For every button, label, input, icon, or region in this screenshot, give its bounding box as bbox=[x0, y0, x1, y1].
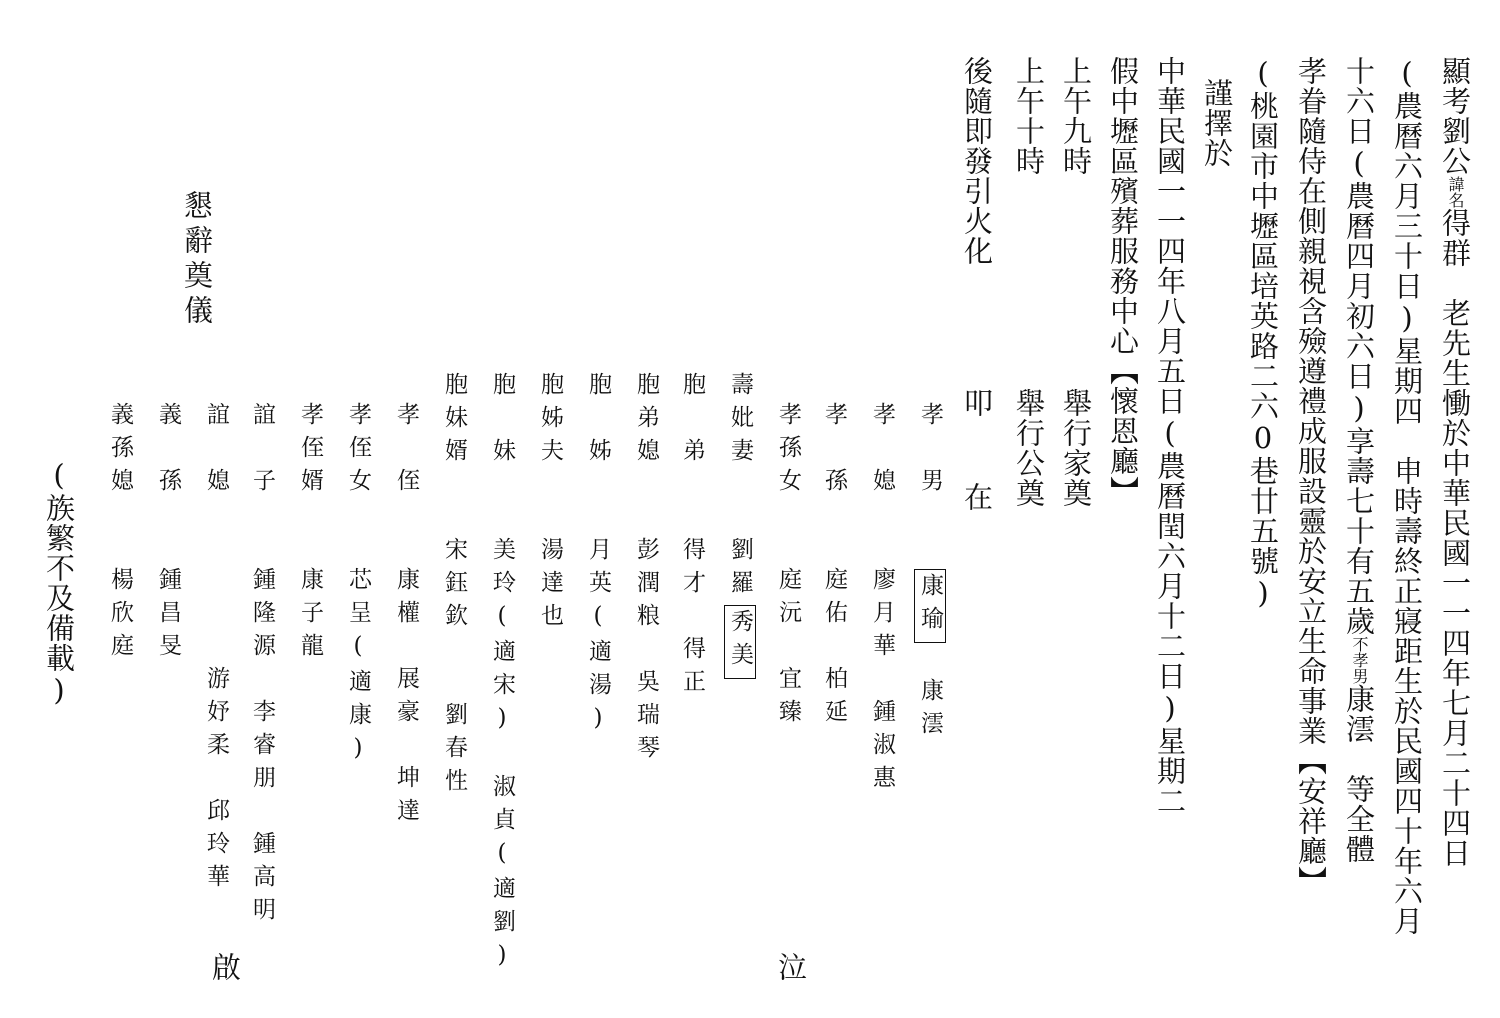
notice-line-2: (農曆六月三十日)星期四 申時壽終正寢距生於民國四十年六月 bbox=[1390, 56, 1424, 936]
family-row bbox=[156, 402, 179, 666]
notice-line-9b: 舉行家奠 bbox=[1059, 388, 1093, 508]
family-title: 胞姊夫 bbox=[537, 372, 563, 471]
family-row bbox=[250, 402, 273, 930]
family-names: 湯達也 bbox=[537, 537, 563, 636]
family-row bbox=[586, 372, 609, 741]
family-row bbox=[108, 402, 131, 666]
family-names: 芯呈(適康) bbox=[345, 567, 371, 771]
family-names: 康澐 bbox=[917, 645, 943, 744]
family-names: 廖月華 鍾淑惠 bbox=[869, 567, 895, 798]
family-names: 宋鈺欽 劉春性 bbox=[441, 537, 467, 801]
notice-line-3-a: 十六日(農曆四月初六日)享壽七十有五歲 bbox=[1342, 56, 1376, 636]
family-title: 孝侄女 bbox=[345, 402, 371, 501]
family-title: 胞 妹 bbox=[489, 372, 515, 471]
family-title: 孝 孫 bbox=[821, 402, 847, 501]
family-row bbox=[490, 372, 513, 978]
unfilial-son-note: 不孝男 bbox=[1350, 636, 1369, 684]
notice-line-10a: 上午十時 bbox=[1012, 56, 1046, 176]
family-names: 月英(適湯) bbox=[585, 537, 611, 741]
family-title: 孝 男 bbox=[917, 402, 943, 501]
family-title: 誼 子 bbox=[249, 402, 275, 501]
family-title: 胞妹婿 bbox=[441, 372, 467, 471]
family-names: 游妤柔 邱玲華 bbox=[203, 567, 229, 897]
family-title: 孝 侄 bbox=[393, 402, 419, 501]
name-note: 諱名 bbox=[1446, 176, 1465, 208]
weep-mark: 泣 bbox=[774, 952, 808, 985]
family-title: 孝孫女 bbox=[775, 402, 801, 501]
family-names: 美玲(適宋) 淑貞(適劉) bbox=[489, 537, 515, 978]
notice-line-4: 孝眷隨侍在側親視含殮遵禮成服設靈於安立生命事業【安祥廳】 bbox=[1294, 56, 1328, 896]
notice-line-3 bbox=[1342, 56, 1376, 864]
family-names: 庭沅 宜臻 bbox=[775, 567, 801, 732]
family-row bbox=[870, 402, 893, 798]
family-row bbox=[776, 402, 799, 732]
family-row bbox=[634, 372, 657, 768]
family-row bbox=[538, 372, 561, 636]
family-title: 誼 媳 bbox=[203, 402, 229, 501]
notice-line-3-b: 康澐 等全體 bbox=[1342, 684, 1376, 864]
family-row bbox=[728, 372, 751, 681]
family-names: 康子龍 bbox=[297, 567, 323, 666]
family-title: 孝侄婿 bbox=[297, 402, 323, 501]
notice-line-1 bbox=[1438, 56, 1472, 868]
family-names: 鍾昌旻 bbox=[155, 567, 181, 666]
notice-line-10b: 舉行公奠 bbox=[1012, 388, 1046, 508]
notice-line-1-b: 得群 老先生慟於中華民國一一四年七月二十四日 bbox=[1438, 208, 1472, 868]
family-names: 康權 展豪 坤達 bbox=[393, 567, 419, 831]
notice-line-1-a: 顯考劉公 bbox=[1438, 56, 1472, 176]
notice-line-7: 中華民國一一四年八月五日(農曆閏六月十二日)星期二 bbox=[1153, 56, 1187, 816]
notice-line-8: 假中壢區殯葬服務中心【懷恩廳】 bbox=[1106, 56, 1140, 506]
family-names: 庭佑 柏延 bbox=[821, 567, 847, 732]
family-title: 義孫媳 bbox=[107, 402, 133, 501]
notice-line-11: 後隨即發引火化 bbox=[960, 56, 994, 266]
family-row bbox=[204, 402, 227, 897]
decline-offerings: 懇辭奠儀 bbox=[180, 190, 214, 330]
family-names: 楊欣庭 bbox=[107, 567, 133, 666]
family-row bbox=[394, 402, 417, 831]
notice-end-mark: 啟 bbox=[208, 952, 242, 985]
family-title: 壽妣妻 bbox=[727, 372, 753, 471]
family-title: 胞弟媳 bbox=[633, 372, 659, 471]
boxed-name: 秀美 bbox=[724, 605, 756, 679]
notice-line-6: 謹擇於 bbox=[1200, 78, 1234, 168]
notice-line-9a: 上午九時 bbox=[1059, 56, 1093, 176]
family-names: 得才 得正 bbox=[679, 537, 705, 702]
family-row bbox=[918, 402, 941, 744]
notice-line-5: (桃園市中壢區培英路二六0巷廿五號) bbox=[1246, 56, 1280, 611]
family-names: 鍾隆源 李睿朋 鍾高明 bbox=[249, 567, 275, 930]
family-row bbox=[346, 402, 369, 771]
family-row bbox=[822, 402, 845, 732]
family-names: 彭潤粮 吳瑞琴 bbox=[633, 537, 659, 768]
family-title: 胞 姊 bbox=[585, 372, 611, 471]
family-heading: 叩 在 bbox=[960, 388, 994, 529]
family-row bbox=[442, 372, 465, 801]
family-names: 劉羅 bbox=[727, 537, 753, 603]
family-row bbox=[298, 402, 321, 666]
footnote: (族繁不及備載) bbox=[42, 458, 76, 708]
boxed-name: 康瑜 bbox=[914, 569, 946, 643]
family-row bbox=[680, 372, 703, 702]
family-title: 義 孫 bbox=[155, 402, 181, 501]
family-title: 胞 弟 bbox=[679, 372, 705, 471]
family-title: 孝 媳 bbox=[869, 402, 895, 501]
